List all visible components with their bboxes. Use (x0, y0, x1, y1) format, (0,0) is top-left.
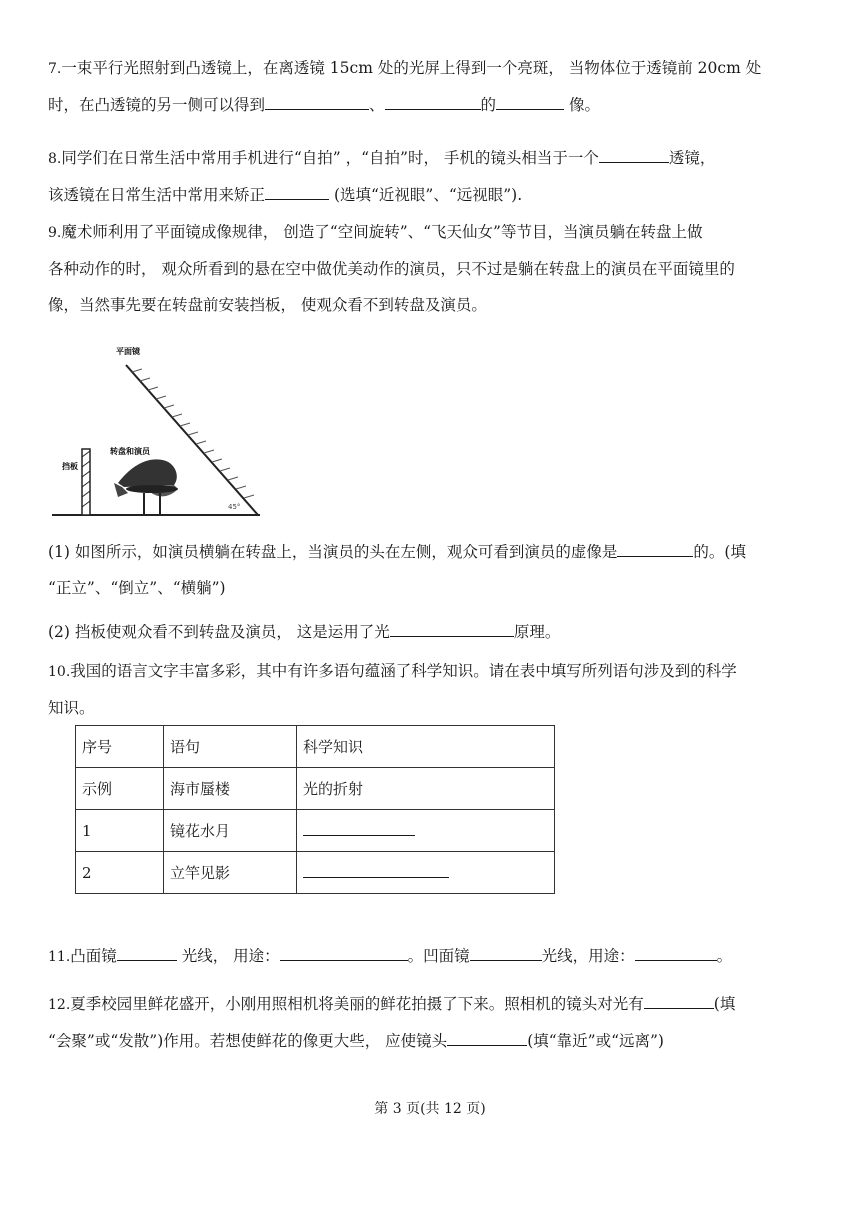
performer-on-turntable (114, 459, 178, 515)
board-label: 挡板 (62, 462, 78, 471)
table-cell: 示例 (76, 768, 164, 810)
question-text: 该透镜在日常生活中常用来矫正 (48, 186, 266, 204)
knowledge-table (75, 725, 555, 894)
question-text: 的。(填 (693, 543, 746, 561)
answer-blank[interactable] (303, 863, 449, 878)
answer-blank[interactable] (280, 942, 408, 961)
answer-blank[interactable] (390, 618, 514, 637)
answer-blank[interactable] (617, 538, 693, 557)
question-text: 、 (369, 96, 385, 114)
question-number: 10. (48, 664, 71, 680)
question-text: 。 (716, 947, 733, 965)
table-cell-answer (297, 852, 555, 894)
table-cell: 2 (76, 852, 164, 894)
table-cell-answer (297, 810, 555, 852)
answer-blank[interactable] (303, 821, 415, 836)
table-cell: 海市蜃楼 (164, 768, 297, 810)
question-text: 知识。 (48, 699, 95, 717)
question-9-part-1 (48, 534, 818, 606)
answer-blank[interactable] (496, 91, 564, 110)
question-text: 光线， 用途： (176, 947, 280, 965)
question-text: 的 (480, 96, 497, 114)
question-9 (48, 214, 818, 323)
question-text: “会聚”或“发散”)作用。若想使鲜花的像更大些， 应使镜头 (48, 1032, 448, 1050)
question-text: 同学们在日常生活中常用手机进行“自拍” ，“自拍”时， 手机的镜头相当于一个 (61, 149, 599, 167)
answer-blank[interactable] (599, 144, 669, 163)
question-text: 一束平行光照射到凸透镜上，在离透镜 15cm 处的光屏上得到一个亮斑， 当物体位于透镜前 20cm 处 (61, 59, 762, 77)
question-number: 12. (48, 997, 71, 1013)
table-row (76, 852, 555, 894)
question-text: (选填“近视眼”、“远视眼”). (329, 186, 523, 204)
question-number: 11. (48, 949, 71, 965)
table-cell: 1 (76, 810, 164, 852)
question-text: (2) 挡板使观众看不到转盘及演员， 这是运用了光 (48, 623, 390, 641)
answer-blank[interactable] (265, 91, 369, 110)
table-header: 科学知识 (297, 726, 555, 768)
table-header: 语句 (164, 726, 297, 768)
question-number: 7. (48, 61, 62, 77)
table-row (76, 768, 555, 810)
answer-blank[interactable] (635, 942, 717, 961)
table-cell: 立竿见影 (164, 852, 297, 894)
question-text: 像。 (564, 96, 600, 114)
magic-stage-figure (48, 337, 264, 519)
answer-blank[interactable] (644, 990, 714, 1009)
question-text: 我国的语言文字丰富多彩，其中有许多语句蕴涵了科学知识。请在表中填写所列语句涉及到的科学 (70, 662, 737, 680)
question-text: 各种动作的时， 观众所看到的悬在空中做优美动作的演员，只不过是躺在转盘上的演员在平面镜里的 (48, 260, 735, 278)
question-text: (1) 如图所示，如演员横躺在转盘上，当演员的头在左侧，观众可看到演员的虚像是 (48, 543, 618, 561)
question-text: 夏季校园里鲜花盛开，小刚用照相机将美丽的鲜花拍摄了下来。照相机的镜头对光有 (70, 995, 644, 1013)
question-text: 凸面镜 (70, 947, 117, 965)
question-10 (48, 653, 818, 726)
question-text: 光线，用途： (541, 947, 635, 965)
question-text: 魔术师利用了平面镜成像规律， 创造了“空间旋转”、“飞天仙女”等节目，当演员躺在转盘上做 (61, 223, 703, 241)
answer-blank[interactable] (447, 1027, 527, 1046)
angle-label: 45° (228, 503, 241, 511)
question-text: 像，当然事先要在转盘前安装挡板， 使观众看不到转盘及演员。 (48, 296, 487, 314)
mirror-label: 平面镜 (116, 347, 140, 356)
question-12 (48, 986, 818, 1059)
question-text: 透镜， (668, 149, 716, 167)
disk-label: 转盘和演员 (110, 447, 150, 456)
answer-blank[interactable] (117, 942, 177, 961)
question-7 (48, 50, 818, 123)
question-text: (填“靠近”或“远离”) (527, 1032, 664, 1050)
table-header-row (76, 726, 555, 768)
table-cell: 镜花水月 (164, 810, 297, 852)
answer-blank[interactable] (385, 91, 481, 110)
page-footer: 第 3 页(共 12 页) (374, 1101, 486, 1117)
question-text: (填 (713, 995, 736, 1013)
question-text: 。凹面镜 (407, 947, 470, 965)
question-11 (48, 938, 818, 975)
question-number: 8. (48, 151, 62, 167)
table-cell: 光的折射 (297, 768, 555, 810)
answer-blank[interactable] (470, 942, 542, 961)
table-header: 序号 (76, 726, 164, 768)
question-8 (48, 140, 818, 213)
question-text: “正立”、“倒立”、“横躺”) (48, 579, 226, 597)
table-row (76, 810, 555, 852)
question-text: 时，在凸透镜的另一侧可以得到 (48, 96, 266, 114)
question-text: 原理。 (513, 623, 561, 641)
question-number: 9. (48, 225, 62, 241)
question-9-part-2 (48, 614, 818, 650)
answer-blank[interactable] (265, 181, 329, 200)
